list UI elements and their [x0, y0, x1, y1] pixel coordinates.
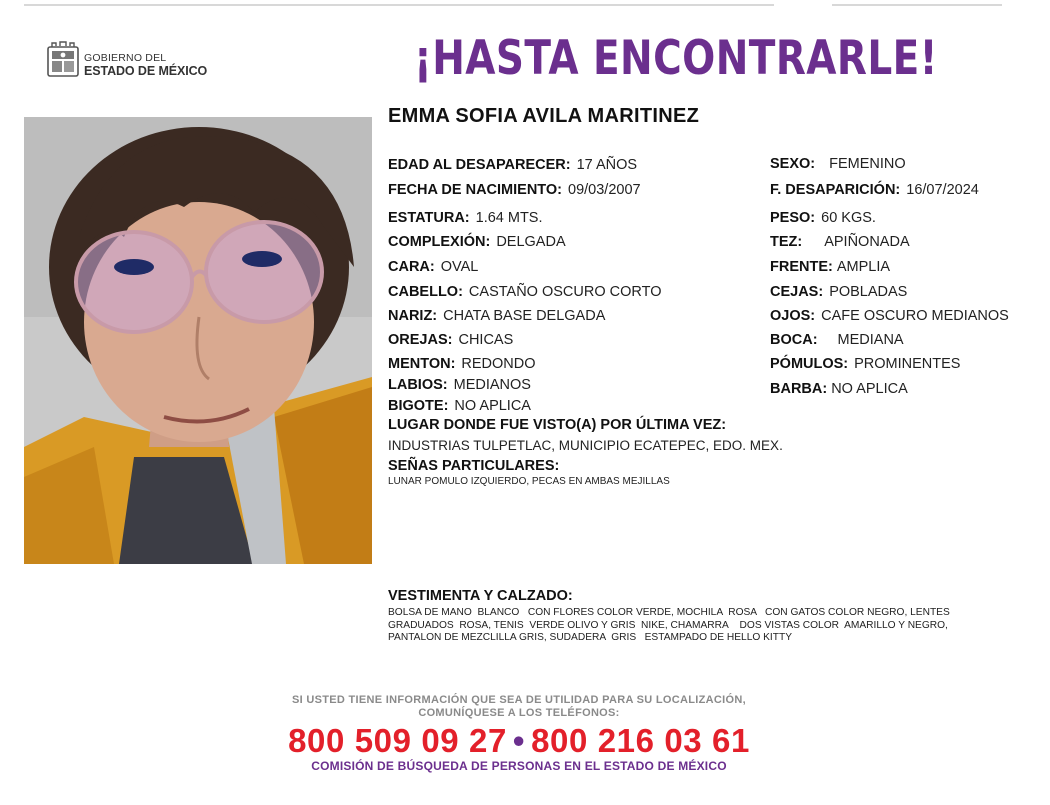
field-cheekbones [770, 355, 960, 373]
field-chin [388, 355, 536, 373]
field-value: APIÑONADA [824, 234, 910, 250]
marks-label: SEÑAS PARTICULARES: [388, 458, 560, 474]
top-rule-right [832, 4, 1002, 6]
field-label: MENTON: [388, 356, 456, 372]
field-value: CAFE OSCURO MEDIANOS [821, 308, 1009, 324]
field-weight [770, 209, 876, 227]
field-label: OJOS: [770, 308, 816, 324]
field-value: CASTAÑO OSCURO CORTO [468, 284, 662, 300]
field-label: FRENTE: [770, 259, 833, 275]
field-label: NARIZ: [388, 308, 438, 324]
field-mouth [770, 331, 904, 349]
field-label: CARA: [388, 259, 435, 275]
field-label: PÓMULOS: [770, 356, 849, 372]
field-label: PESO: [770, 210, 816, 226]
field-birthdate [388, 181, 641, 199]
field-sex [770, 155, 906, 173]
field-label: LABIOS: [388, 377, 448, 393]
field-value: 16/07/2024 [906, 182, 979, 198]
field-value: POBLADAS [829, 284, 908, 300]
field-face [388, 258, 478, 276]
clothing-description [388, 607, 998, 645]
field-build [388, 233, 566, 251]
field-value: 09/03/2007 [568, 182, 641, 198]
field-value: CHICAS [458, 332, 514, 348]
field-label: FECHA DE NACIMIENTO: [388, 182, 562, 198]
info-line2: COMUNÍQUESE A LOS TELÉFONOS: [418, 707, 620, 719]
field-beard [770, 380, 908, 398]
top-rule [24, 4, 774, 6]
field-complexion [770, 233, 910, 251]
field-label: CEJAS: [770, 284, 824, 300]
info-line1: SI USTED TIENE INFORMACIÓN QUE SEA DE UTILIDAD PARA SU LOCALIZACIÓN, [292, 694, 746, 706]
field-label: SEXO: [770, 156, 816, 172]
marks-value: LUNAR POMULO IZQUIERDO, PECAS EN AMBAS MEJILLAS [388, 476, 670, 487]
field-label: CABELLO: [388, 284, 463, 300]
clothing-line: PANTALON DE MEZCLILLA GRIS, SUDADERA GRIS ESTAMPADO DE HELLO KITTY [388, 632, 793, 643]
government-logo [46, 40, 216, 80]
field-eyebrows [770, 283, 907, 301]
field-label: TEZ: [770, 234, 803, 250]
field-label: BIGOTE: [388, 398, 449, 414]
field-label: COMPLEXIÓN: [388, 234, 491, 250]
headline: ¡HASTA ENCONTRARLE! [414, 31, 938, 86]
field-lips [388, 376, 531, 394]
field-value: NO APLICA [831, 381, 908, 397]
field-label: F. DESAPARICIÓN: [770, 182, 901, 198]
field-value: MEDIANA [837, 332, 904, 348]
field-height [388, 209, 543, 227]
last-seen-label: LUGAR DONDE FUE VISTO(A) POR ÚLTIMA VEZ: [388, 417, 727, 433]
person-name: EMMA SOFIA AVILA MARITINEZ [388, 105, 700, 127]
field-value: FEMENINO [829, 156, 906, 172]
clothing-line: GRADUADOS ROSA, TENIS VERDE OLIVO Y GRIS NIKE, CHAMARRA DOS VISTAS COLOR AMARILLO Y NEGRO, [388, 619, 948, 631]
field-value: OVAL [440, 259, 479, 275]
phone-separator: • [512, 722, 526, 759]
portrait-illustration [24, 117, 372, 564]
field-ears [388, 331, 513, 349]
last-seen-value: INDUSTRIAS TULPETLAC, MUNICIPIO ECATEPEC, EDO. MEX. [388, 438, 783, 453]
field-value: NO APLICA [454, 398, 531, 414]
phone-numbers [0, 722, 1038, 760]
field-value: MEDIANOS [453, 377, 531, 393]
field-value: CHATA BASE DELGADA [443, 308, 606, 324]
field-value: 1.64 MTS. [475, 210, 543, 226]
field-label: ESTATURA: [388, 210, 470, 226]
field-label: BOCA: [770, 332, 818, 348]
clothing-label: VESTIMENTA Y CALZADO: [388, 588, 573, 604]
missing-person-photo [24, 117, 372, 564]
field-hair [388, 283, 661, 301]
field-disappearance-date [770, 181, 979, 199]
logo-text-line2: ESTADO DE MÉXICO [84, 64, 208, 78]
field-value: REDONDO [461, 356, 536, 372]
logo-text-line1: GOBIERNO DEL [84, 52, 167, 64]
phone-number-1[interactable]: 800 509 09 27 [288, 722, 507, 759]
commission-name: COMISIÓN DE BÚSQUEDA DE PERSONAS EN EL ESTADO DE MÉXICO [311, 759, 727, 773]
state-emblem-icon [46, 40, 80, 78]
field-nose [388, 307, 605, 325]
clothing-line: BOLSA DE MANO BLANCO CON FLORES COLOR VERDE, MOCHILA ROSA CON GATOS COLOR NEGRO, LENTES [388, 607, 950, 618]
field-value: AMPLIA [836, 259, 891, 275]
field-age [388, 156, 637, 174]
phone-number-2[interactable]: 800 216 03 61 [531, 722, 750, 759]
field-label: EDAD AL DESAPARECER: [388, 157, 571, 173]
field-value: 17 AÑOS [576, 157, 638, 173]
field-label: BARBA: [770, 381, 828, 397]
field-value: 60 KGS. [821, 210, 876, 226]
field-eyes [770, 307, 1009, 325]
field-value: DELGADA [496, 234, 566, 250]
field-forehead [770, 258, 890, 276]
field-label: OREJAS: [388, 332, 453, 348]
field-moustache [388, 397, 531, 415]
field-value: PROMINENTES [854, 356, 961, 372]
